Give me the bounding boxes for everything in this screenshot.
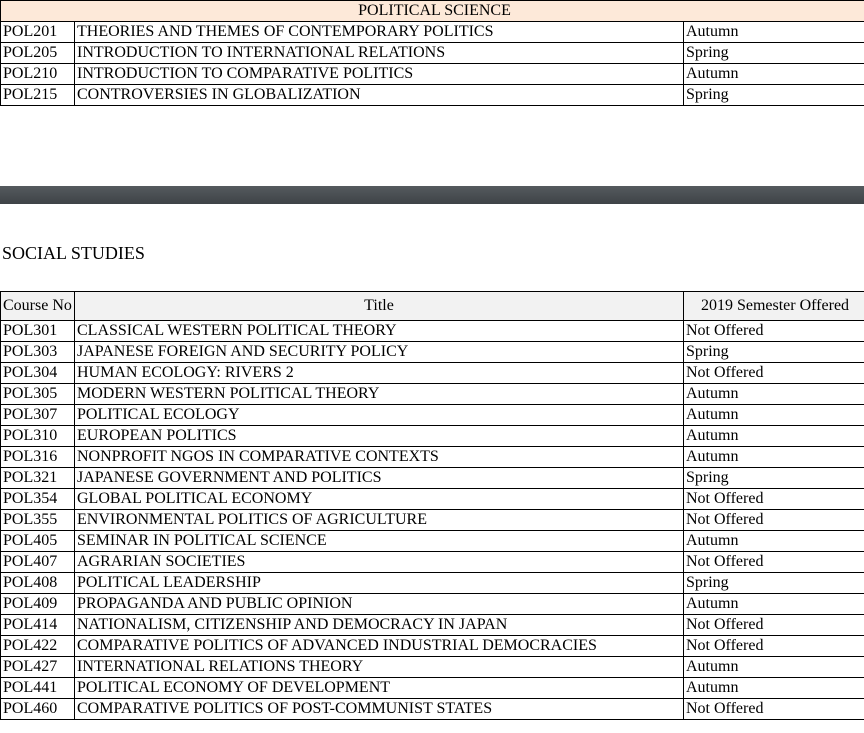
course-title-cell: POLITICAL LEADERSHIP xyxy=(75,573,684,594)
course-code-cell: POL307 xyxy=(1,405,75,426)
course-code-cell: POL354 xyxy=(1,489,75,510)
semester-cell: Not Offered xyxy=(684,321,864,342)
course-title-cell: SEMINAR IN POLITICAL SCIENCE xyxy=(75,531,684,552)
table-row xyxy=(1,552,864,573)
table-row xyxy=(1,426,864,447)
course-title-cell: EUROPEAN POLITICS xyxy=(75,426,684,447)
course-code-cell: POL304 xyxy=(1,363,75,384)
semester-cell: Spring xyxy=(684,342,864,363)
course-title-cell: HUMAN ECOLOGY: RIVERS 2 xyxy=(75,363,684,384)
course-title-cell: MODERN WESTERN POLITICAL THEORY xyxy=(75,384,684,405)
table-row xyxy=(1,384,864,405)
course-title-cell: INTRODUCTION TO INTERNATIONAL RELATIONS xyxy=(75,43,684,64)
semester-cell: Not Offered xyxy=(684,489,864,510)
semester-cell: Autumn xyxy=(684,447,864,468)
column-header-course-no: Course No xyxy=(1,292,75,321)
semester-cell: Autumn xyxy=(684,594,864,615)
course-title-cell: POLITICAL ECOLOGY xyxy=(75,405,684,426)
table-row xyxy=(1,447,864,468)
table-row xyxy=(1,699,864,720)
course-title-cell: GLOBAL POLITICAL ECONOMY xyxy=(75,489,684,510)
course-title-cell: THEORIES AND THEMES OF CONTEMPORARY POLITICS xyxy=(75,22,684,43)
course-title-cell: CONTROVERSIES IN GLOBALIZATION xyxy=(75,85,684,106)
semester-cell: Autumn xyxy=(684,426,864,447)
course-title-cell: AGRARIAN SOCIETIES xyxy=(75,552,684,573)
column-header-title: Title xyxy=(75,292,684,321)
course-title-cell: ENVIRONMENTAL POLITICS OF AGRICULTURE xyxy=(75,510,684,531)
table-row xyxy=(1,342,864,363)
course-code-cell: POL310 xyxy=(1,426,75,447)
table-row xyxy=(1,594,864,615)
course-title-cell: INTRODUCTION TO COMPARATIVE POLITICS xyxy=(75,64,684,85)
course-code-cell: POL303 xyxy=(1,342,75,363)
table-header-row xyxy=(1,292,864,321)
course-code-cell: POL460 xyxy=(1,699,75,720)
table-row xyxy=(1,615,864,636)
course-title-cell: CLASSICAL WESTERN POLITICAL THEORY xyxy=(75,321,684,342)
course-code-cell: POL201 xyxy=(1,22,75,43)
table-row xyxy=(1,85,864,106)
semester-cell: Spring xyxy=(684,468,864,489)
table-row xyxy=(1,363,864,384)
semester-cell: Not Offered xyxy=(684,699,864,720)
course-code-cell: POL210 xyxy=(1,64,75,85)
table-row xyxy=(1,489,864,510)
semester-cell: Autumn xyxy=(684,531,864,552)
course-title-cell: JAPANESE FOREIGN AND SECURITY POLICY xyxy=(75,342,684,363)
semester-cell: Not Offered xyxy=(684,552,864,573)
table-row xyxy=(1,657,864,678)
table-row xyxy=(1,321,864,342)
course-title-cell: PROPAGANDA AND PUBLIC OPINION xyxy=(75,594,684,615)
semester-cell: Autumn xyxy=(684,384,864,405)
semester-cell: Autumn xyxy=(684,22,864,43)
course-code-cell: POL205 xyxy=(1,43,75,64)
semester-cell: Autumn xyxy=(684,657,864,678)
course-code-cell: POL427 xyxy=(1,657,75,678)
table-row xyxy=(1,43,864,64)
course-code-cell: POL414 xyxy=(1,615,75,636)
table-row xyxy=(1,531,864,552)
course-title-cell: NATIONALISM, CITIZENSHIP AND DEMOCRACY IN JAPAN xyxy=(75,615,684,636)
table-row xyxy=(1,64,864,85)
semester-cell: Spring xyxy=(684,573,864,594)
table-header-row xyxy=(1,1,864,22)
course-code-cell: POL407 xyxy=(1,552,75,573)
course-title-cell: POLITICAL ECONOMY OF DEVELOPMENT xyxy=(75,678,684,699)
table-row xyxy=(1,636,864,657)
table-row xyxy=(1,510,864,531)
table-row xyxy=(1,405,864,426)
semester-cell: Autumn xyxy=(684,678,864,699)
semester-cell: Not Offered xyxy=(684,363,864,384)
semester-cell: Not Offered xyxy=(684,636,864,657)
column-header-semester: 2019 Semester Offered xyxy=(684,292,864,321)
political-science-table xyxy=(0,0,864,106)
course-code-cell: POL405 xyxy=(1,531,75,552)
course-title-cell: COMPARATIVE POLITICS OF ADVANCED INDUSTRIAL DEMOCRACIES xyxy=(75,636,684,657)
course-code-cell: POL215 xyxy=(1,85,75,106)
semester-cell: Not Offered xyxy=(684,615,864,636)
table-row xyxy=(1,468,864,489)
course-code-cell: POL441 xyxy=(1,678,75,699)
semester-cell: Spring xyxy=(684,85,864,106)
course-code-cell: POL355 xyxy=(1,510,75,531)
section-divider xyxy=(0,186,864,204)
table-row xyxy=(1,678,864,699)
course-code-cell: POL321 xyxy=(1,468,75,489)
social-studies-table xyxy=(0,291,864,720)
course-code-cell: POL422 xyxy=(1,636,75,657)
course-title-cell: NONPROFIT NGOS IN COMPARATIVE CONTEXTS xyxy=(75,447,684,468)
table-row xyxy=(1,22,864,43)
course-title-cell: JAPANESE GOVERNMENT AND POLITICS xyxy=(75,468,684,489)
course-code-cell: POL305 xyxy=(1,384,75,405)
semester-cell: Autumn xyxy=(684,405,864,426)
section-heading: SOCIAL STUDIES xyxy=(2,243,145,263)
table-row xyxy=(1,573,864,594)
course-code-cell: POL409 xyxy=(1,594,75,615)
semester-cell: Not Offered xyxy=(684,510,864,531)
section-header: POLITICAL SCIENCE xyxy=(1,1,864,22)
course-code-cell: POL301 xyxy=(1,321,75,342)
course-title-cell: COMPARATIVE POLITICS OF POST-COMMUNIST STATES xyxy=(75,699,684,720)
course-code-cell: POL316 xyxy=(1,447,75,468)
course-title-cell: INTERNATIONAL RELATIONS THEORY xyxy=(75,657,684,678)
course-code-cell: POL408 xyxy=(1,573,75,594)
semester-cell: Spring xyxy=(684,43,864,64)
semester-cell: Autumn xyxy=(684,64,864,85)
